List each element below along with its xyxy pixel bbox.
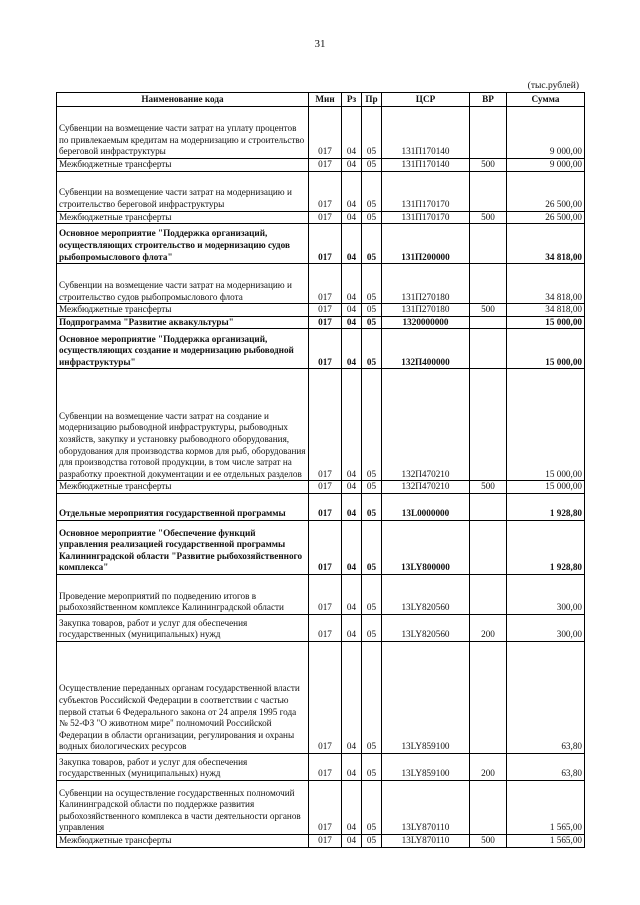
table-row [57,329,585,369]
cell-pr: 05 [362,493,382,520]
cell-pr: 05 [362,753,382,780]
table-row [57,171,585,211]
cell-sum: 34 818,00 [507,264,585,304]
cell-vr [470,329,507,369]
units-label: (тыс.рублей) [527,81,579,91]
header-rz: Рз [342,93,362,107]
cell-rz: 04 [342,224,362,264]
cell-sum: 34 818,00 [507,304,585,317]
cell-vr [470,369,507,481]
cell-csr: 132П470210 [382,481,470,494]
cell-sum: 63,80 [507,641,585,753]
cell-sum: 63,80 [507,753,585,780]
table-row [57,574,585,614]
cell-pr: 05 [362,834,382,847]
cell-min: 017 [309,224,342,264]
table-row [57,493,585,520]
cell-rz: 04 [342,171,362,211]
cell-vr [470,224,507,264]
cell-min: 017 [309,211,342,224]
cell-min: 017 [309,520,342,574]
cell-csr: 131П170140 [382,159,470,172]
cell-sum: 1 928,80 [507,493,585,520]
cell-csr: 13LY870110 [382,780,470,834]
cell-pr: 05 [362,316,382,329]
cell-pr: 05 [362,211,382,224]
cell-pr: 05 [362,329,382,369]
cell-csr: 131П170170 [382,211,470,224]
table-row [57,211,585,224]
cell-pr: 05 [362,264,382,304]
cell-min: 017 [309,159,342,172]
table-row [57,780,585,834]
cell-name: Основное мероприятие "Поддержка организаций, осуществляющих строительство и модернизацию судов рыбопромыслового флота" [57,224,309,264]
cell-vr: 200 [470,614,507,641]
table-row [57,753,585,780]
cell-pr: 05 [362,481,382,494]
cell-vr [470,316,507,329]
cell-name: Основное мероприятие "Обеспечение функций управления реализацией государственной программы Калининградской области "Развитие рыбохозяйственного комплекса" [57,520,309,574]
cell-csr: 13LY820560 [382,574,470,614]
cell-csr: 131П270180 [382,264,470,304]
cell-csr: 13LY820560 [382,614,470,641]
table-row [57,481,585,494]
cell-rz: 04 [342,159,362,172]
cell-pr: 05 [362,369,382,481]
cell-pr: 05 [362,641,382,753]
cell-rz: 04 [342,369,362,481]
cell-rz: 04 [342,481,362,494]
cell-sum: 1 928,80 [507,520,585,574]
header-pr: Пр [362,93,382,107]
cell-sum: 300,00 [507,614,585,641]
table-row [57,264,585,304]
budget-table [56,92,585,848]
cell-name: Межбюджетные трансферты [57,159,309,172]
cell-csr: 131П170140 [382,107,470,159]
cell-rz: 04 [342,329,362,369]
header-sum: Сумма [507,93,585,107]
table-row [57,224,585,264]
cell-min: 017 [309,641,342,753]
cell-name: Межбюджетные трансферты [57,834,309,847]
cell-csr: 131П270180 [382,304,470,317]
cell-sum: 15 000,00 [507,481,585,494]
cell-pr: 05 [362,520,382,574]
cell-min: 017 [309,481,342,494]
cell-vr [470,520,507,574]
cell-name: Межбюджетные трансферты [57,304,309,317]
cell-name: Закупка товаров, работ и услуг для обеспечения государственных (муниципальных) нужд [57,753,309,780]
cell-rz: 04 [342,264,362,304]
cell-csr: 13LY859100 [382,641,470,753]
cell-name: Подпрограмма "Развитие аквакультуры" [57,316,309,329]
cell-sum: 1 565,00 [507,834,585,847]
cell-csr: 13LY800000 [382,520,470,574]
cell-csr: 131П200000 [382,224,470,264]
cell-rz: 04 [342,107,362,159]
cell-name: Субвенции на возмещение части затрат на модернизацию и строительство береговой инфраструктуры [57,171,309,211]
cell-name: Осуществление переданных органам государственной власти субъектов Российской Федерации в соответствии с частью первой статьи 6 Федерального закона от 24 апреля 1995 года № 52-ФЗ "О животном мире" полномочий Российской Федерации в области организации, регулирования и охраны водных биологических ресурсов [57,641,309,753]
table-row [57,520,585,574]
cell-name: Отдельные мероприятия государственной программы [57,493,309,520]
cell-min: 017 [309,304,342,317]
cell-rz: 04 [342,493,362,520]
cell-pr: 05 [362,780,382,834]
header-min: Мин [309,93,342,107]
cell-name: Субвенции на возмещение части затрат на модернизацию и строительство судов рыбопромыслового флота [57,264,309,304]
cell-csr: 13L0000000 [382,493,470,520]
cell-csr: 131П170170 [382,171,470,211]
cell-sum: 15 000,00 [507,329,585,369]
cell-name: Субвенции на возмещение части затрат на уплату процентов по привлекаемым кредитам на модернизацию и строительство береговой инфраструктуры [57,107,309,159]
cell-csr: 132П470210 [382,369,470,481]
header-name: Наименование кода [57,93,309,107]
cell-pr: 05 [362,107,382,159]
table-row [57,641,585,753]
cell-name: Закупка товаров, работ и услуг для обеспечения государственных (муниципальных) нужд [57,614,309,641]
cell-min: 017 [309,171,342,211]
cell-csr: 13LY870110 [382,834,470,847]
table-row [57,316,585,329]
cell-sum: 9 000,00 [507,107,585,159]
table-row [57,614,585,641]
cell-min: 017 [309,107,342,159]
table-row [57,834,585,847]
cell-vr [470,107,507,159]
cell-pr: 05 [362,224,382,264]
cell-rz: 04 [342,780,362,834]
cell-vr: 500 [470,159,507,172]
cell-min: 017 [309,614,342,641]
cell-vr: 500 [470,304,507,317]
cell-rz: 04 [342,641,362,753]
cell-sum: 300,00 [507,574,585,614]
cell-vr [470,171,507,211]
cell-vr: 500 [470,211,507,224]
cell-pr: 05 [362,171,382,211]
cell-rz: 04 [342,211,362,224]
cell-rz: 04 [342,574,362,614]
cell-vr [470,264,507,304]
page-number: 31 [314,38,326,50]
cell-vr [470,641,507,753]
cell-min: 017 [309,316,342,329]
cell-name: Основное мероприятие "Поддержка организаций, осуществляющих создание и модернизацию рыбоводной инфраструктуры" [57,329,309,369]
cell-vr: 200 [470,753,507,780]
cell-name: Межбюджетные трансферты [57,481,309,494]
cell-rz: 04 [342,304,362,317]
cell-vr: 500 [470,481,507,494]
cell-rz: 04 [342,834,362,847]
cell-vr: 500 [470,834,507,847]
cell-rz: 04 [342,753,362,780]
cell-min: 017 [309,329,342,369]
table-row [57,107,585,159]
table-row [57,304,585,317]
cell-min: 017 [309,574,342,614]
cell-name: Субвенции на возмещение части затрат на создание и модернизацию рыбоводной инфраструктуры, рыбоводных хозяйств, закупку и установку рыбоводного оборудования, оборудования для производства кормов для рыб, оборудования для производства готовой продукции, в том числе затрат на разработку проектной документации и ее отдельных разделов [57,369,309,481]
cell-vr [470,574,507,614]
cell-sum: 26 500,00 [507,211,585,224]
cell-sum: 1 565,00 [507,780,585,834]
cell-name: Проведение мероприятий по подведению итогов в рыбохозяйственном комплексе Калининградской области [57,574,309,614]
cell-pr: 05 [362,574,382,614]
cell-sum: 34 818,00 [507,224,585,264]
cell-pr: 05 [362,614,382,641]
cell-min: 017 [309,493,342,520]
header-csr: ЦСР [382,93,470,107]
cell-rz: 04 [342,316,362,329]
cell-vr [470,493,507,520]
cell-sum: 9 000,00 [507,159,585,172]
cell-min: 017 [309,369,342,481]
header-vr: ВР [470,93,507,107]
cell-min: 017 [309,264,342,304]
cell-rz: 04 [342,520,362,574]
cell-rz: 04 [342,614,362,641]
cell-min: 017 [309,780,342,834]
cell-name: Межбюджетные трансферты [57,211,309,224]
cell-name: Субвенции на осуществление государственных полномочий Калининградской области по поддержке развития рыбохозяйственного комплекса в части деятельности органов управления [57,780,309,834]
cell-csr: 13LY859100 [382,753,470,780]
table-header-row [57,93,585,107]
cell-sum: 15 000,00 [507,369,585,481]
cell-sum: 15 000,00 [507,316,585,329]
cell-min: 017 [309,753,342,780]
cell-csr: 132П400000 [382,329,470,369]
table-row [57,159,585,172]
cell-min: 017 [309,834,342,847]
cell-pr: 05 [362,159,382,172]
cell-pr: 05 [362,304,382,317]
cell-vr [470,780,507,834]
table-row [57,369,585,481]
cell-csr: 1320000000 [382,316,470,329]
cell-sum: 26 500,00 [507,171,585,211]
